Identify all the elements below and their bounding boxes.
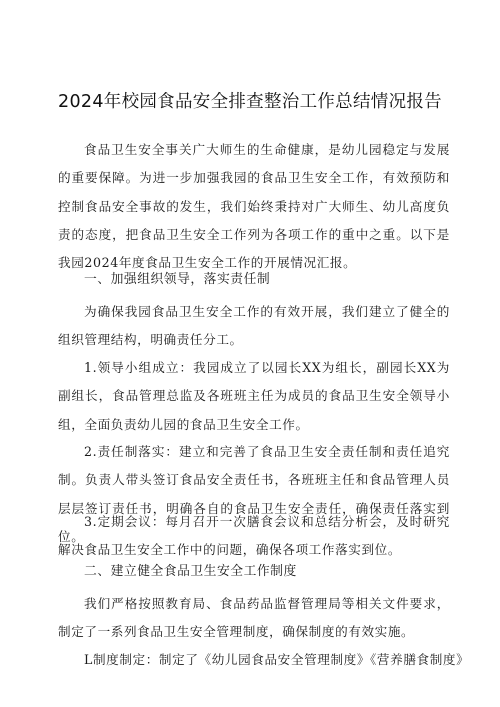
section1-item-2: 2.责任制落实：建立和完善了食品卫生安全责任制和责任追究制。负责人带头签订食品安全责任书，各班班主任和食品管理人员层层签订责任书，明确各自的食品卫生安全责任，确保责任落实到位。 [58,444,450,544]
section2-lead-paragraph: 我们严格按照教育局、食品药品监督管理局等相关文件要求，制定了一系列食品卫生安全管理制度，确保制度的有效实施。 [58,596,450,640]
section-heading-2: 二、建立健全食品卫生安全工作制度 [84,564,297,579]
section1-item-3: 3.定期会议：每月召开一次膳食会议和总结分析会，及时研究解决食品卫生安全工作中的问题，确保各项工作落实到位。 [58,514,450,558]
section2-item-1: L制度制定：制定了《幼儿园食品安全管理制度》《营养膳食制度》 [84,652,470,667]
document-title: 2024年校园食品安全排查整治工作总结情况报告 [58,92,442,112]
section-heading-1: 一、加强组织领导，落实责任制 [84,272,271,287]
section1-item-1: 1.领导小组成立：我园成立了以园长XX为组长，副园长XX为副组长，食品管理总监及各班班主任为成员的食品卫生安全领导小组，全面负责幼儿园的食品卫生安全工作。 [58,360,450,432]
intro-paragraph: 食品卫生安全事关广大师生的生命健康，是幼儿园稳定与发展的重要保障。为进一步加强我园的食品卫生安全工作，有效预防和控制食品安全事故的发生，我们始终秉持对广大师生、幼儿高度负责的态度，把食品卫生安全工作列为各项工作的重中之重。以下是我园2024年度食品卫生安全工作的开展情况汇报。 [58,142,450,271]
section1-lead-paragraph: 为确保我园食品卫生安全工作的有效开展，我们建立了健全的组织管理结构，明确责任分工。 [58,304,450,348]
